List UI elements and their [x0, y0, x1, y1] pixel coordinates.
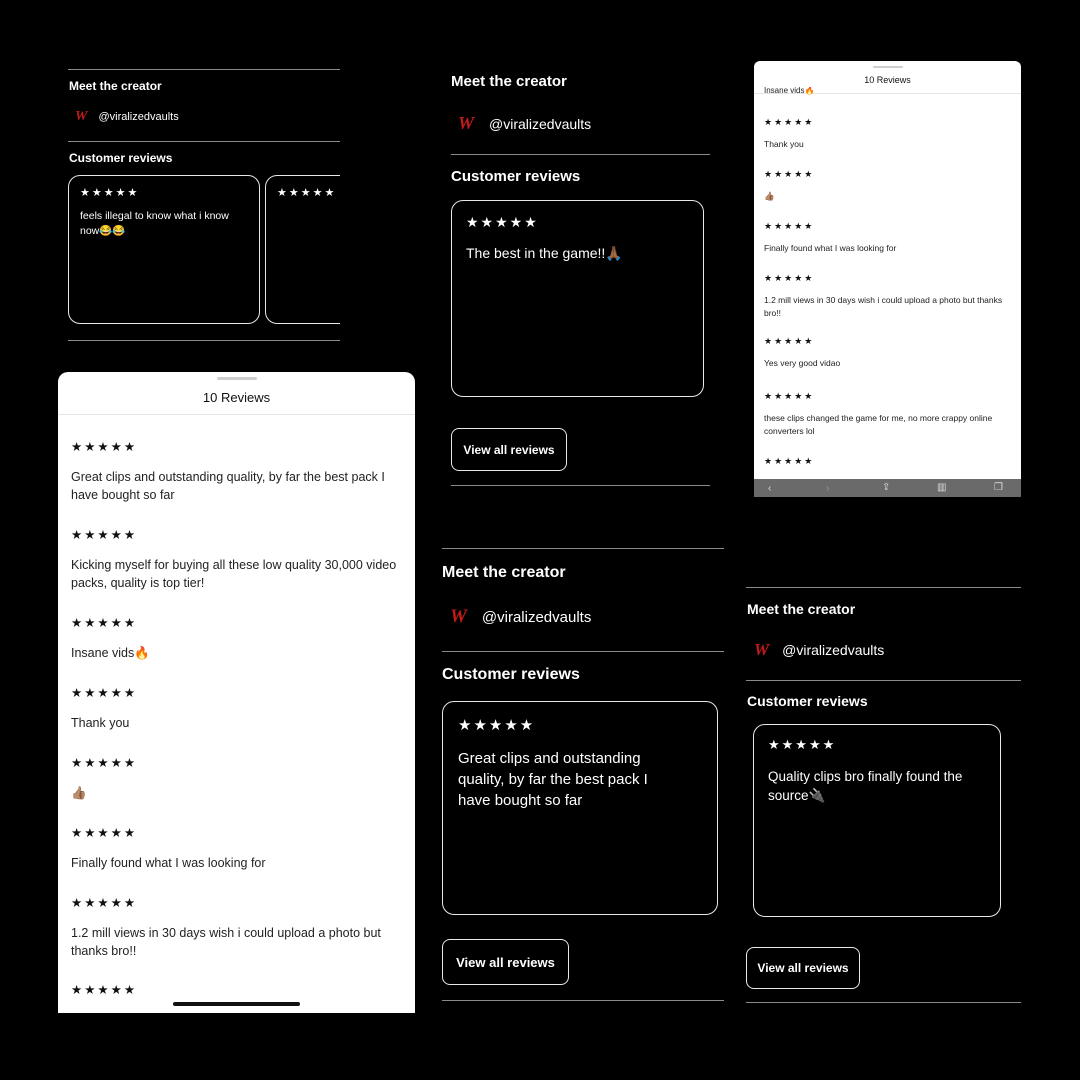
sheet-header: 10 Reviews: [864, 75, 911, 85]
review-text: 1.2 mill views in 30 days wish i could upload a photo but thanks bro!!: [71, 926, 381, 958]
rating-stars: ★★★★★: [458, 717, 536, 734]
review-text: 1.2 mill views in 30 days wish i could upload a photo but thanks bro!!: [764, 295, 1003, 318]
review-text: Great clips and outstanding quality, by far the best pack I have bought so far: [458, 750, 648, 809]
creator-row[interactable]: [754, 640, 884, 660]
rating-stars: ★★★★★: [764, 456, 815, 466]
rating-stars: ★★★★★: [71, 896, 138, 910]
review-text: 👍🏽: [764, 191, 775, 201]
divider: [746, 680, 1021, 681]
review-text: Insane vids🔥: [71, 646, 150, 660]
creator-logo-icon: W: [458, 113, 472, 133]
divider: [68, 141, 340, 142]
tabs-icon[interactable]: ❐: [994, 482, 1003, 493]
rating-stars: ★★★★★: [71, 686, 138, 700]
rating-stars: ★★★★★: [277, 187, 337, 199]
bookmarks-icon[interactable]: ▥: [937, 482, 947, 493]
divider: [68, 69, 340, 70]
review-text: these clips changed the game for me, no more crappy online converters lol: [764, 413, 993, 436]
rating-stars: ★★★★★: [71, 616, 138, 630]
creator-row[interactable]: [458, 113, 591, 134]
creator-logo-icon: W: [75, 109, 85, 124]
creator-section-title: Meet the creator: [747, 601, 856, 617]
rating-stars: ★★★★★: [71, 826, 138, 840]
review-text: 👍🏽: [71, 786, 87, 800]
divider: [442, 651, 724, 652]
creator-handle[interactable]: @viralizedvaults: [481, 608, 592, 626]
view-all-reviews-button[interactable]: View all reviews: [451, 428, 567, 471]
home-indicator: [173, 1002, 300, 1006]
creator-section-title: Meet the creator: [442, 564, 566, 581]
divider: [451, 154, 710, 155]
view-all-reviews-button[interactable]: View all reviews: [442, 939, 569, 985]
creator-handle[interactable]: @viralizedvaults: [98, 111, 179, 123]
review-text: Yes very good vidao: [764, 358, 841, 368]
review-item-partial: Insane vids🔥: [764, 87, 815, 95]
creator-section-title: Meet the creator: [451, 73, 567, 90]
reviews-section-title: Customer reviews: [442, 666, 580, 683]
review-text: Thank you: [764, 139, 804, 149]
share-icon[interactable]: ⇪: [882, 482, 891, 493]
review-text: The best in the game!!🙏🏾: [466, 245, 623, 261]
rating-stars: ★★★★★: [764, 117, 815, 127]
reviews-sheet-right: [754, 61, 1021, 497]
sheet-header: 10 Reviews: [202, 390, 271, 405]
creator-handle[interactable]: @viralizedvaults: [782, 642, 885, 658]
reviews-sheet-left: [58, 372, 415, 1013]
divider: [442, 548, 724, 549]
creator-logo-icon: W: [450, 606, 464, 627]
rating-stars: ★★★★★: [466, 214, 539, 230]
rating-stars: ★★★★★: [71, 756, 138, 770]
review-card[interactable]: [753, 724, 1001, 917]
rating-stars: ★★★★★: [764, 221, 815, 231]
rating-stars: ★★★★★: [71, 983, 138, 997]
reviews-section-title: Customer reviews: [747, 693, 868, 709]
rating-stars: ★★★★★: [768, 737, 837, 752]
review-card[interactable]: [451, 200, 704, 397]
divider: [451, 485, 710, 486]
rating-stars: ★★★★★: [71, 440, 138, 454]
review-text: Finally found what I was looking for: [71, 856, 266, 870]
review-text: Finally found what I was looking for: [764, 243, 897, 253]
review-text: feels illegal to know what i know now😂😂: [80, 210, 229, 237]
reviews-section-title: Customer reviews: [451, 168, 581, 185]
creator-handle[interactable]: @viralizedvaults: [489, 115, 592, 132]
rating-stars: ★★★★★: [71, 528, 138, 542]
browser-toolbar: [754, 479, 1021, 497]
creator-section-title: Meet the creator: [69, 79, 162, 93]
review-text: Quality clips bro finally found the source🔌: [768, 769, 963, 803]
rating-stars: ★★★★★: [764, 391, 815, 401]
rating-stars: ★★★★★: [764, 169, 815, 179]
rating-stars: ★★★★★: [764, 336, 815, 346]
creator-row[interactable]: [75, 109, 179, 125]
view-all-reviews-button[interactable]: View all reviews: [746, 947, 860, 989]
divider: [746, 587, 1021, 588]
sheet-grab-handle[interactable]: [873, 66, 903, 68]
review-text: Thank you: [71, 716, 130, 730]
back-icon[interactable]: ‹: [768, 483, 772, 494]
divider: [442, 1000, 724, 1001]
sheet-grab-handle[interactable]: [217, 377, 257, 380]
rating-stars: ★★★★★: [80, 187, 140, 199]
review-text: Great clips and outstanding quality, by far the best pack I have bought so far: [71, 470, 385, 502]
review-card[interactable]: [442, 701, 718, 915]
creator-row[interactable]: [450, 606, 591, 628]
review-card[interactable]: [68, 175, 260, 324]
divider: [746, 1002, 1021, 1003]
rating-stars: ★★★★★: [764, 273, 815, 283]
review-text: Kicking myself for buying all these low quality 30,000 video packs, quality is top tier!: [71, 558, 397, 590]
reviews-section-title: Customer reviews: [69, 151, 173, 165]
forward-icon[interactable]: ›: [826, 483, 830, 494]
divider: [68, 340, 340, 341]
creator-logo-icon: W: [754, 640, 767, 659]
